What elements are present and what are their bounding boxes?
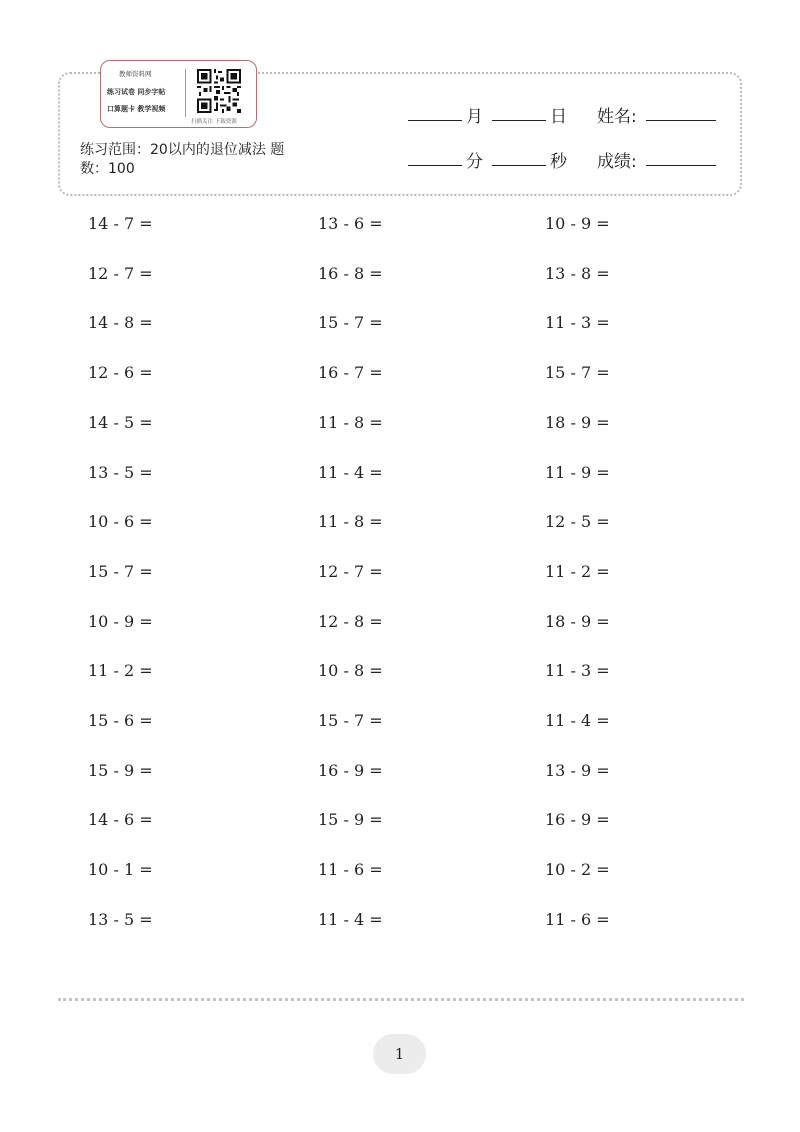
- problem-item: 13 - 8 =: [545, 263, 610, 283]
- problem-item: 16 - 9 =: [318, 760, 383, 780]
- problem-item: 18 - 9 =: [545, 412, 610, 432]
- problem-item: 11 - 9 =: [545, 462, 610, 482]
- problem-item: 12 - 6 =: [88, 363, 153, 383]
- problem-item: 10 - 6 =: [88, 512, 153, 532]
- problem-item: 15 - 7 =: [318, 711, 383, 730]
- problem-item: 16 - 9 =: [545, 810, 610, 830]
- problem-item: 15 - 7 =: [88, 561, 153, 581]
- problem-item: 11 - 4 =: [318, 462, 383, 482]
- problem-item: 15 - 7 =: [545, 363, 610, 383]
- promo-line-2: 口算题卡 教学视频: [107, 105, 166, 113]
- problem-item: 18 - 9 =: [545, 611, 610, 631]
- problem-item: 10 - 8 =: [318, 661, 383, 681]
- problem-item: 12 - 8 =: [318, 611, 383, 631]
- problem-item: 15 - 7 =: [318, 313, 383, 333]
- problem-item: 11 - 3 =: [545, 661, 610, 681]
- problem-item: 13 - 5 =: [88, 909, 153, 929]
- problem-item: 13 - 5 =: [88, 462, 153, 482]
- problem-item: 13 - 6 =: [318, 214, 383, 233]
- problem-item: 12 - 7 =: [318, 561, 383, 581]
- problem-item: 13 - 9 =: [545, 760, 610, 780]
- problem-item: 11 - 4 =: [545, 711, 610, 730]
- promo-brand: 教师资料网: [119, 70, 152, 78]
- problem-item: 16 - 7 =: [318, 363, 383, 383]
- problem-item: 12 - 5 =: [545, 512, 610, 532]
- problem-item: 14 - 5 =: [88, 412, 153, 432]
- score-label: 成绩:: [597, 152, 637, 172]
- problem-item: 11 - 3 =: [545, 313, 610, 333]
- month-label: 月: [466, 107, 483, 127]
- problem-item: 11 - 2 =: [545, 561, 610, 581]
- practice-description: 练习范围：20以内的退位减法 题数：100: [80, 142, 285, 177]
- problem-item: 10 - 9 =: [545, 214, 610, 233]
- second-label: 秒: [550, 152, 567, 172]
- problem-item: 16 - 8 =: [318, 263, 383, 283]
- problem-item: 11 - 2 =: [88, 661, 153, 681]
- minute-label: 分: [466, 152, 483, 172]
- problem-item: 11 - 8 =: [318, 412, 383, 432]
- problem-item: 10 - 2 =: [545, 860, 610, 880]
- problem-item: 11 - 4 =: [318, 909, 383, 929]
- problem-item: 15 - 9 =: [88, 760, 153, 780]
- problem-item: 11 - 6 =: [545, 909, 610, 929]
- name-label: 姓名:: [597, 107, 637, 127]
- problem-item: 15 - 9 =: [318, 810, 383, 830]
- problem-item: 10 - 1 =: [88, 860, 153, 880]
- problem-item: 14 - 8 =: [88, 313, 153, 333]
- problem-item: 15 - 6 =: [88, 711, 153, 730]
- problem-item: 11 - 8 =: [318, 512, 383, 532]
- problem-item: 10 - 9 =: [88, 611, 153, 631]
- page-number: 1: [373, 1034, 426, 1074]
- problem-item: 14 - 6 =: [88, 810, 153, 830]
- problem-item: 14 - 7 =: [88, 214, 153, 233]
- day-label: 日: [550, 107, 567, 127]
- problem-item: 12 - 7 =: [88, 263, 153, 283]
- footer-divider: [58, 998, 744, 1001]
- qr-caption: 扫描关注 下载资源: [191, 119, 237, 125]
- promo-line-1: 练习试卷 同步字帖: [107, 88, 166, 96]
- problem-item: 11 - 6 =: [318, 860, 383, 880]
